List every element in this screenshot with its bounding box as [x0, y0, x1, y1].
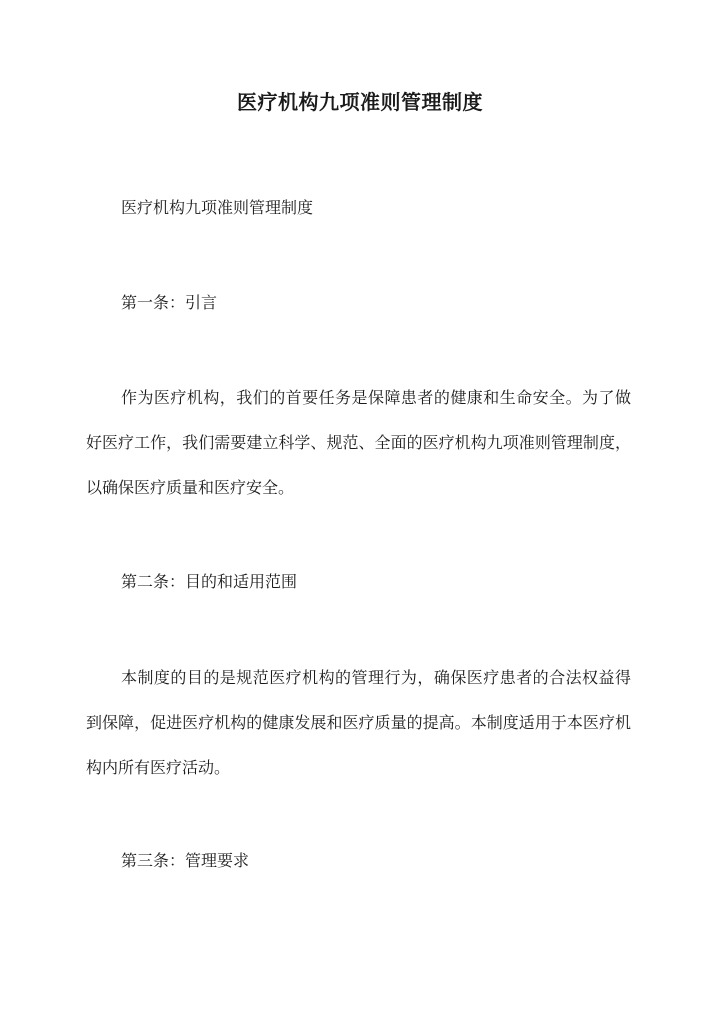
section-heading-3: 第三条：管理要求: [121, 851, 250, 870]
section-body-2: 本制度的目的是规范医疗机构的管理行为，确保医疗患者的合法权益得到保障，促进医疗机构的健康发展和医疗质量的提高。本制度适用于本医疗机构内所有医疗活动。: [86, 668, 631, 777]
document-subtitle: 医疗机构九项准则管理制度: [121, 198, 314, 217]
section-heading-2: 第二条：目的和适用范围: [121, 572, 298, 591]
section-heading-1: 第一条：引言: [121, 293, 218, 312]
section-body-1: 作为医疗机构，我们的首要任务是保障患者的健康和生命安全。为了做好医疗工作，我们需要建立科学、规范、全面的医疗机构九项准则管理制度，以确保医疗质量和医疗安全。: [86, 388, 631, 497]
document-title: 医疗机构九项准则管理制度: [237, 90, 483, 114]
